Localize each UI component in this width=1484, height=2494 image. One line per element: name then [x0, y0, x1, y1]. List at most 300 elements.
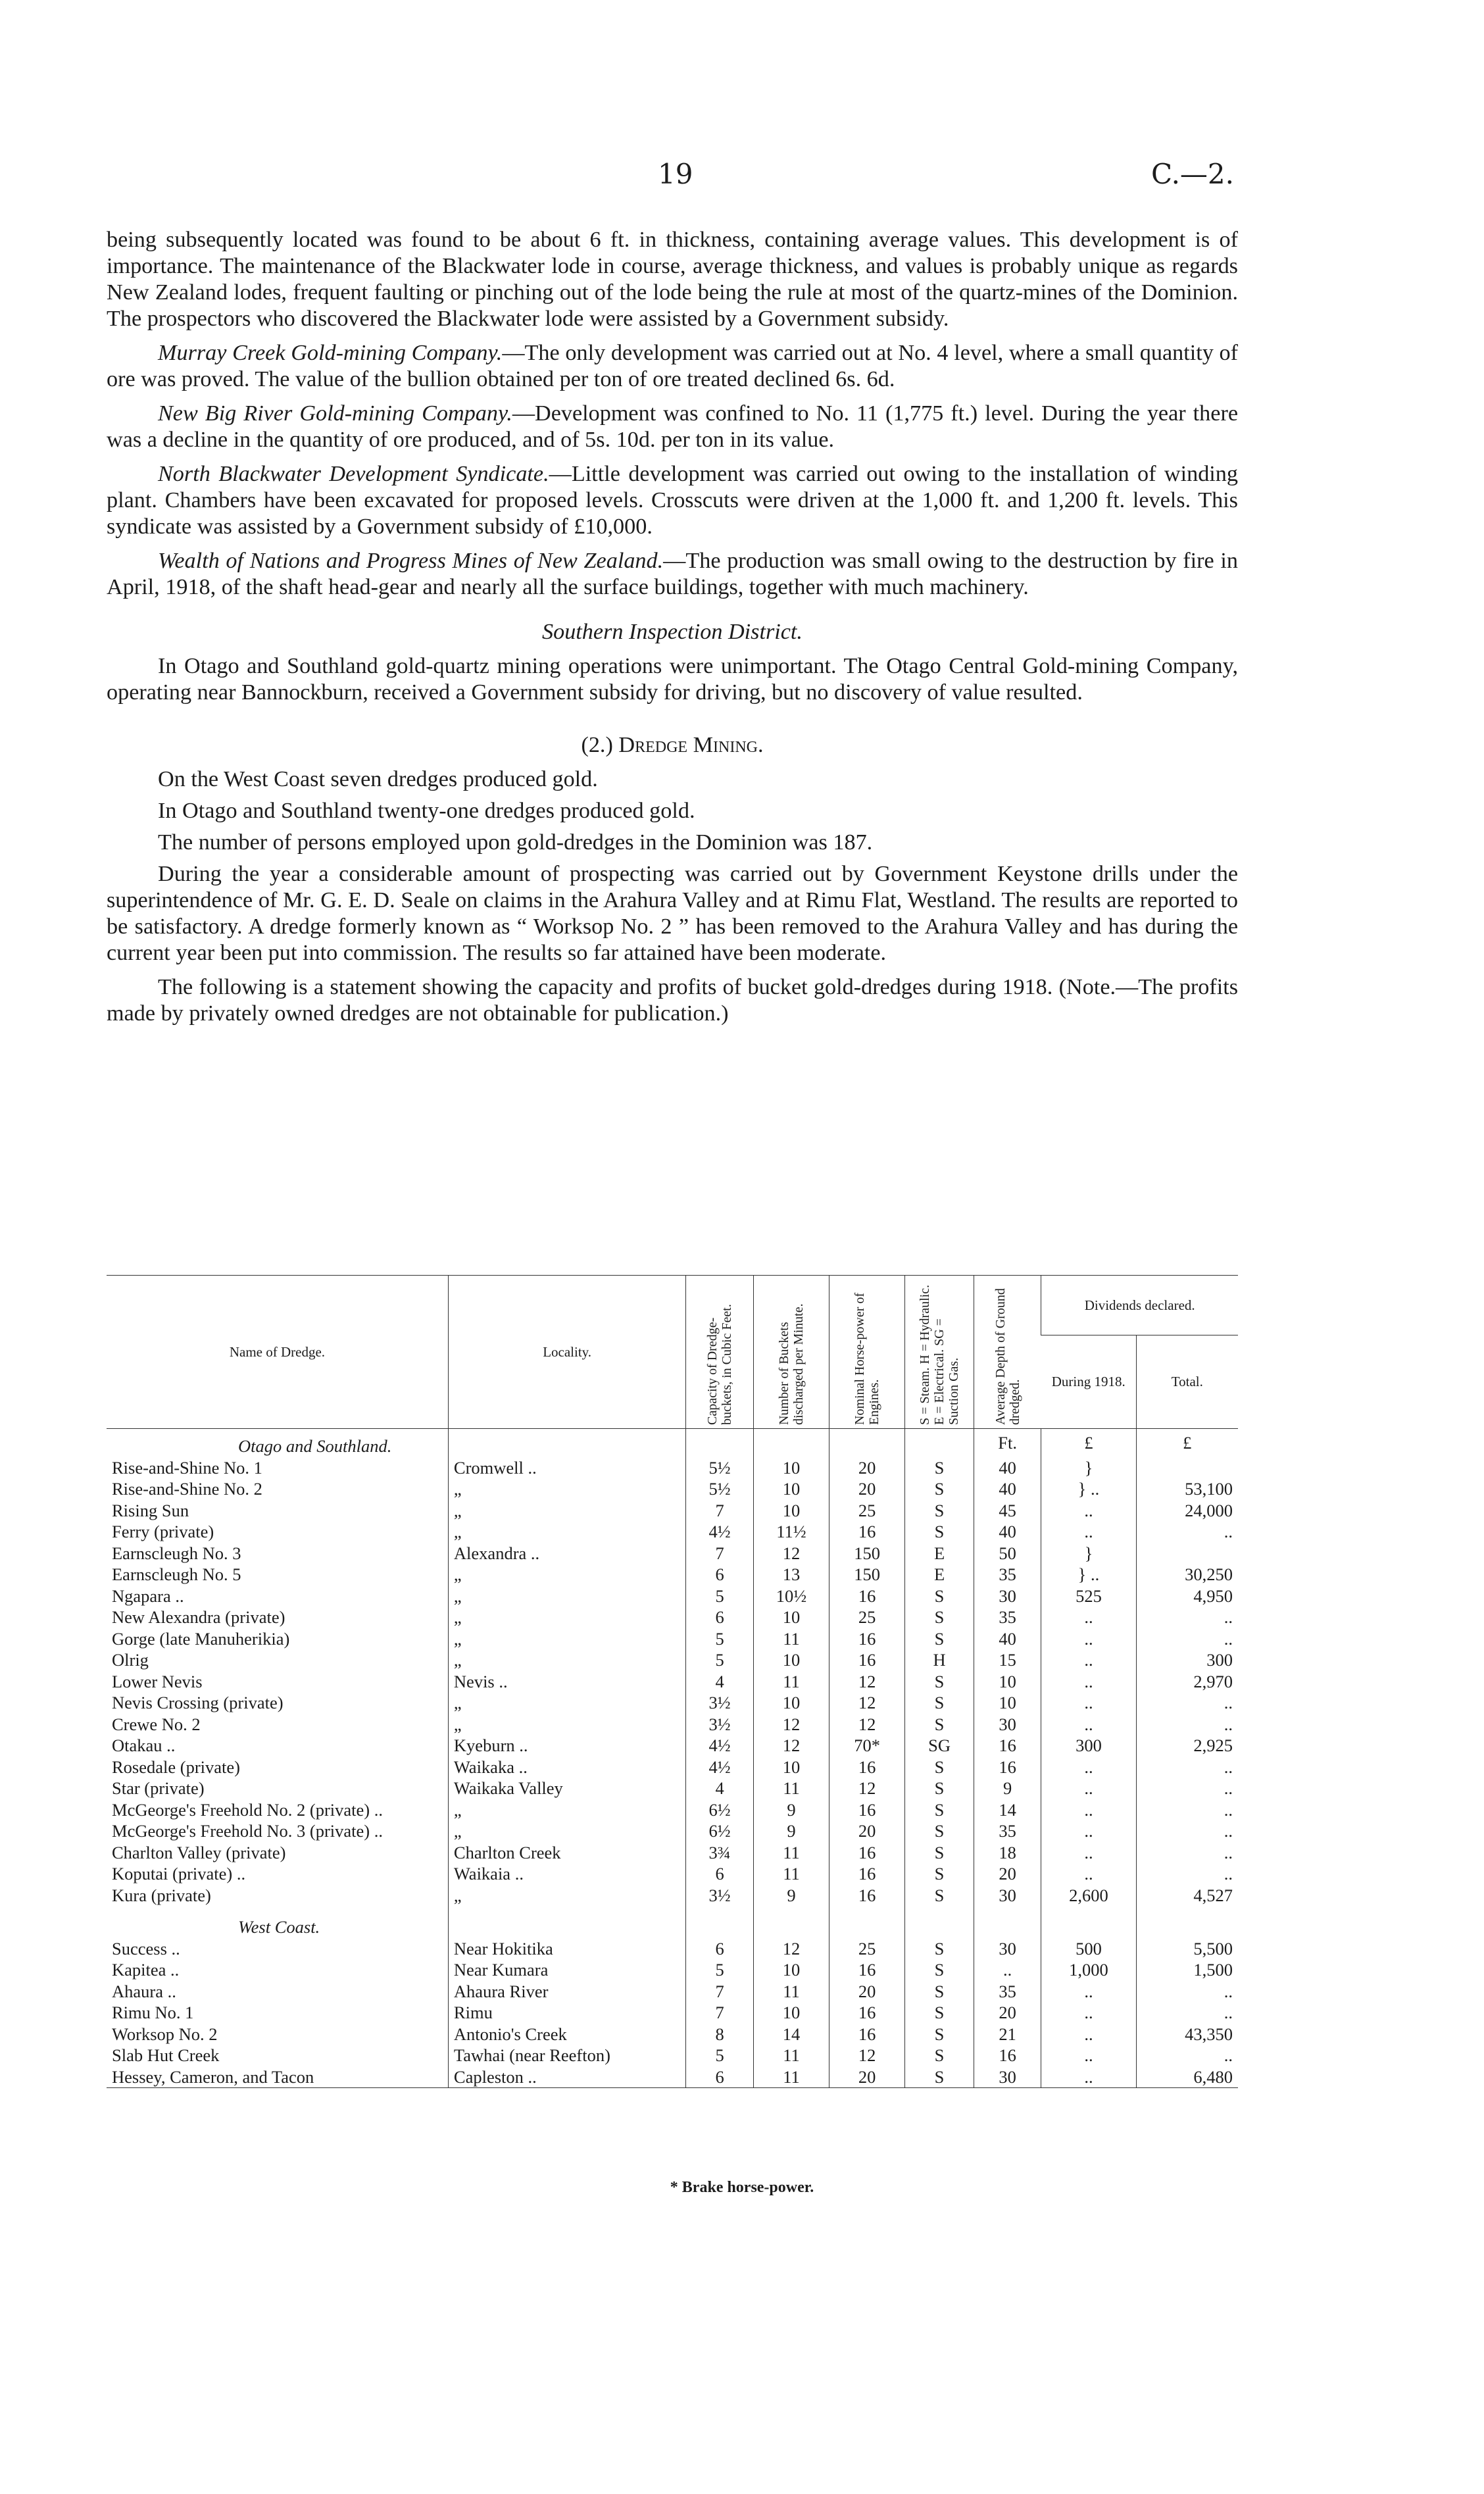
cell-locality: Capleston ..: [448, 2066, 685, 2088]
cell-power: S: [905, 1478, 974, 1500]
paragraph: The following is a statement showing the capacity and profits of bucket gold-dredges during 1918. (Note.—The profits made by privately owned dredges are not obtainable for publication.): [107, 975, 1238, 1026]
cell-horsepower: 16: [829, 1799, 905, 1821]
cell-buckets: 10: [753, 1478, 829, 1500]
cell-power: S: [905, 1671, 974, 1693]
cell-buckets: 12: [753, 1938, 829, 1960]
cell-capacity: 4½: [686, 1757, 754, 1778]
cell-horsepower: 20: [829, 2066, 905, 2088]
table-header: [107, 1276, 1238, 1429]
cell-power: S: [905, 1757, 974, 1778]
cell-dividend-total: ..: [1136, 1692, 1238, 1714]
cell-locality: „: [448, 1500, 685, 1522]
table-row: [107, 1938, 1238, 1960]
cell-depth: 10: [974, 1692, 1041, 1714]
cell-capacity: 6: [686, 1938, 754, 1960]
table-row: [107, 1564, 1238, 1585]
cell-horsepower: 16: [829, 1628, 905, 1650]
cell-locality: „: [448, 1521, 685, 1543]
cell-buckets: 10: [753, 1692, 829, 1714]
cell-locality: „: [448, 1607, 685, 1628]
cell-depth: 9: [974, 1778, 1041, 1799]
table-row: [107, 1478, 1238, 1500]
cell-name: Rising Sun: [112, 1500, 189, 1520]
region-label: West Coast.: [238, 1917, 320, 1937]
cell-capacity: 4½: [686, 1735, 754, 1757]
cell-locality: „: [448, 1885, 685, 1907]
cell-power: S: [905, 2045, 974, 2066]
cell-power: S: [905, 1863, 974, 1885]
cell-name: Rise-and-Shine No. 1: [112, 1457, 262, 1478]
cell-horsepower: 16: [829, 1585, 905, 1607]
cell-capacity: 4½: [686, 1521, 754, 1543]
cell-locality: Kyeburn ..: [448, 1735, 685, 1757]
cell-name: Star (private): [112, 1778, 205, 1799]
cell-capacity: 7: [686, 1981, 754, 2003]
cell-dividend-1918: ..: [1041, 1671, 1136, 1693]
cell-buckets: 12: [753, 1735, 829, 1757]
cell-dividend-total: ..: [1136, 2045, 1238, 2066]
depth-unit: Ft.: [974, 1429, 1041, 1457]
cell-horsepower: 12: [829, 1671, 905, 1693]
cell-locality: Waikaka ..: [448, 1757, 685, 1778]
cell-depth: 35: [974, 1564, 1041, 1585]
cell-dividend-total: ..: [1136, 1842, 1238, 1864]
cell-buckets: 10: [753, 1457, 829, 1479]
cell-dividend-total: 53,100: [1136, 1478, 1238, 1500]
cell-horsepower: 12: [829, 1692, 905, 1714]
cell-buckets: 10: [753, 1959, 829, 1981]
cell-depth: 30: [974, 1714, 1041, 1735]
cell-name: Rise-and-Shine No. 2: [112, 1479, 262, 1499]
cell-name: Koputai (private) ..: [112, 1864, 246, 1884]
cell-name: McGeorge's Freehold No. 2 (private) ..: [112, 1799, 383, 1820]
cell-horsepower: 12: [829, 2045, 905, 2066]
cell-buckets: 11: [753, 1628, 829, 1650]
cell-depth: 40: [974, 1628, 1041, 1650]
cell-locality: „: [448, 1714, 685, 1735]
cell-buckets: 13: [753, 1564, 829, 1585]
paragraph: In Otago and Southland gold-quartz mining operations were unimportant. The Otago Central Gold-mining Company, operating near Bannockburn, received a Government subsidy for driving, but no discovery of value resulted.: [107, 654, 1238, 705]
cell-capacity: 5: [686, 1585, 754, 1607]
cell-locality: Alexandra ..: [448, 1543, 685, 1564]
cell-dividend-total: [1136, 1457, 1238, 1479]
cell-name: Success ..: [112, 1938, 180, 1958]
cell-dividend-1918: ..: [1041, 1714, 1136, 1735]
cell-dividend-total: ..: [1136, 1757, 1238, 1778]
cell-locality: Charlton Creek: [448, 1842, 685, 1864]
table-body: [107, 1429, 1238, 2088]
cell-depth: 18: [974, 1842, 1041, 1864]
cell-horsepower: 16: [829, 1959, 905, 1981]
cell-dividend-total: 5,500: [1136, 1938, 1238, 1960]
cell-dividend-1918: ..: [1041, 1799, 1136, 1821]
table-row: [107, 1820, 1238, 1842]
cell-locality: „: [448, 1564, 685, 1585]
table-row: [107, 2066, 1238, 2088]
section-heading: Southern Inspection District.: [542, 620, 803, 644]
cell-name: Kapitea ..: [112, 1960, 180, 1980]
cell-horsepower: 16: [829, 1521, 905, 1543]
table-row: [107, 1981, 1238, 2003]
cell-power: E: [905, 1564, 974, 1585]
cell-power: S: [905, 1692, 974, 1714]
paragraph: During the year a considerable amount of prospecting was carried out by Government Keystone drills under the superintendence of Mr. G. E. D. Seale on claims in the Arahura Valley and at Rimu Flat, Westland. The results are reported to be satisfactory. A dredge formerly known as “ Worksop No. 2 ” has been removed to the Arahura Valley and has during the current year been put into commission. The results so far attained have been moderate.: [107, 862, 1238, 965]
paragraph: In Otago and Southland twenty-one dredges produced gold.: [158, 799, 695, 823]
table-row: [107, 1585, 1238, 1607]
col-during-header: During 1918.: [1041, 1335, 1136, 1429]
body-text: [107, 227, 1238, 1035]
cell-locality: Waikaia ..: [448, 1863, 685, 1885]
paragraph: North Blackwater Development Syndicate.—Little development was carried out owing to the installation of winding plant. Chambers have been excavated for proposed levels. Crosscuts were driven at the 1,000 ft. and 1,200 ft. levels. This syndicate was assisted by a Government subsidy of £10,000.: [107, 462, 1238, 539]
cell-name: Otakau ..: [112, 1735, 176, 1756]
cell-name: New Alexandra (private): [112, 1607, 285, 1628]
cell-name: Charlton Valley (private): [112, 1842, 286, 1862]
cell-horsepower: 25: [829, 1938, 905, 1960]
cell-buckets: 9: [753, 1820, 829, 1842]
cell-horsepower: 20: [829, 1981, 905, 2003]
cell-horsepower: 12: [829, 1778, 905, 1799]
cell-name: Ahaura ..: [112, 1981, 176, 2001]
cell-depth: 14: [974, 1799, 1041, 1821]
cell-power: S: [905, 1885, 974, 1907]
cell-locality: Waikaka Valley: [448, 1778, 685, 1799]
table-row: [107, 1735, 1238, 1757]
cell-power: S: [905, 1521, 974, 1543]
cell-capacity: 6½: [686, 1820, 754, 1842]
paragraph: Wealth of Nations and Progress Mines of New Zealand.—The production was small owing to the destruction by fire in April, 1918, of the shaft head-gear and nearly all the surface buildings, together with much machinery.: [107, 549, 1238, 599]
cell-capacity: 5: [686, 1649, 754, 1671]
cell-power: H: [905, 1649, 974, 1671]
table-row: [107, 1757, 1238, 1778]
cell-dividend-1918: ..: [1041, 2002, 1136, 2024]
cell-dividend-total: 4,950: [1136, 1585, 1238, 1607]
cell-depth: 30: [974, 1885, 1041, 1907]
region-label: Otago and Southland.: [238, 1436, 392, 1457]
cell-power: S: [905, 1607, 974, 1628]
cell-name: Ferry (private): [112, 1522, 214, 1542]
cell-locality: Antonio's Creek: [448, 2024, 685, 2045]
cell-dividend-1918: ..: [1041, 1778, 1136, 1799]
total-unit: £: [1136, 1429, 1238, 1457]
cell-depth: 40: [974, 1521, 1041, 1543]
cell-power: S: [905, 1799, 974, 1821]
cell-horsepower: 150: [829, 1543, 905, 1564]
cell-name: Ngapara ..: [112, 1585, 184, 1606]
cell-depth: 50: [974, 1543, 1041, 1564]
cell-dividend-1918: } ..: [1041, 1564, 1136, 1585]
cell-power: S: [905, 1938, 974, 1960]
document-code: C.—2.: [1150, 158, 1234, 190]
cell-dividend-1918: ..: [1041, 2024, 1136, 2045]
cell-capacity: 5½: [686, 1457, 754, 1479]
cell-depth: 15: [974, 1649, 1041, 1671]
cell-name: Worksop No. 2: [112, 2024, 218, 2044]
cell-dividend-1918: 500: [1041, 1938, 1136, 1960]
cell-dividend-total: ..: [1136, 1714, 1238, 1735]
table-row: [107, 2024, 1238, 2045]
cell-power: S: [905, 1820, 974, 1842]
cell-name: Earnscleugh No. 3: [112, 1543, 241, 1563]
cell-dividend-total: 30,250: [1136, 1564, 1238, 1585]
cell-depth: 35: [974, 1607, 1041, 1628]
cell-locality: „: [448, 1692, 685, 1714]
cell-locality: „: [448, 1799, 685, 1821]
cell-buckets: 11: [753, 2066, 829, 2088]
cell-horsepower: 70*: [829, 1735, 905, 1757]
col-power-header: S = Steam. H = Hydraulic. E = Electrical. SG = Suction Gas.: [905, 1276, 974, 1429]
cell-dividend-1918: ..: [1041, 1649, 1136, 1671]
cell-dividend-total: ..: [1136, 1628, 1238, 1650]
table-row: [107, 1799, 1238, 1821]
cell-name: Olrig: [112, 1650, 149, 1670]
cell-dividend-total: [1136, 1543, 1238, 1564]
cell-buckets: 12: [753, 1543, 829, 1564]
cell-capacity: 6: [686, 1564, 754, 1585]
cell-name: Gorge (late Manuherikia): [112, 1628, 290, 1649]
col-depth-header: Average Depth of Ground dredged.: [974, 1276, 1041, 1429]
cell-name: Slab Hut Creek: [112, 2045, 220, 2066]
cell-buckets: 11: [753, 2045, 829, 2066]
cell-capacity: 3½: [686, 1885, 754, 1907]
cell-power: S: [905, 1714, 974, 1735]
table-row: [107, 1692, 1238, 1714]
cell-buckets: 11: [753, 1981, 829, 2003]
cell-name: Lower Nevis: [112, 1671, 203, 1691]
cell-power: SG: [905, 1735, 974, 1757]
cell-dividend-1918: ..: [1041, 2066, 1136, 2088]
table-row: [107, 1543, 1238, 1564]
table-row: [107, 1521, 1238, 1543]
cell-locality: „: [448, 1820, 685, 1842]
cell-depth: 16: [974, 2045, 1041, 2066]
cell-buckets: 14: [753, 2024, 829, 2045]
cell-dividend-total: 2,970: [1136, 1671, 1238, 1693]
cell-dividend-total: 1,500: [1136, 1959, 1238, 1981]
cell-name: Crewe No. 2: [112, 1714, 201, 1734]
cell-dividend-1918: ..: [1041, 1842, 1136, 1864]
cell-dividend-1918: ..: [1041, 1820, 1136, 1842]
cell-dividend-total: ..: [1136, 1607, 1238, 1628]
cell-capacity: 4: [686, 1671, 754, 1693]
cell-locality: „: [448, 1478, 685, 1500]
paragraph: being subsequently located was found to be about 6 ft. in thickness, containing average values. This development is of importance. The maintenance of the Blackwater lode in course, average thickness, and values is probably unique as regards New Zealand lodes, frequent faulting or pinching out of the lode being the rule at most of the quartz-mines of the Dominion. The prospectors who discovered the Blackwater lode were assisted by a Government subsidy.: [107, 228, 1238, 331]
cell-buckets: 11: [753, 1778, 829, 1799]
cell-capacity: 7: [686, 2002, 754, 2024]
cell-dividend-1918: ..: [1041, 1863, 1136, 1885]
cell-depth: 45: [974, 1500, 1041, 1522]
cell-buckets: 10: [753, 1500, 829, 1522]
cell-power: S: [905, 2066, 974, 2088]
cell-power: S: [905, 1981, 974, 2003]
cell-depth: 35: [974, 1820, 1041, 1842]
cell-name: McGeorge's Freehold No. 3 (private) ..: [112, 1821, 383, 1841]
cell-locality: „: [448, 1628, 685, 1650]
cell-locality: Cromwell ..: [448, 1457, 685, 1479]
cell-dividend-1918: 300: [1041, 1735, 1136, 1757]
cell-locality: Near Hokitika: [448, 1938, 685, 1960]
paragraph: Murray Creek Gold-mining Company.—The only development was carried out at No. 4 level, where a small quantity of ore was proved. The value of the bullion obtained per ton of ore treated declined 6s. 6d.: [107, 341, 1238, 391]
cell-locality: Near Kumara: [448, 1959, 685, 1981]
cell-buckets: 11: [753, 1671, 829, 1693]
cell-depth: 40: [974, 1478, 1041, 1500]
col-name-header: Name of Dredge.: [107, 1276, 448, 1429]
cell-buckets: 11: [753, 1863, 829, 1885]
cell-dividend-1918: ..: [1041, 1521, 1136, 1543]
cell-horsepower: 20: [829, 1820, 905, 1842]
cell-dividend-1918: ..: [1041, 1607, 1136, 1628]
cell-horsepower: 25: [829, 1607, 905, 1628]
cell-name: Rosedale (private): [112, 1757, 240, 1777]
paragraph: New Big River Gold-mining Company.—Development was confined to No. 11 (1,775 ft.) level. During the year there was a decline in the quantity of ore produced, and of 5s. 10d. per ton in its value.: [107, 401, 1238, 452]
cell-capacity: 5: [686, 1628, 754, 1650]
cell-power: E: [905, 1543, 974, 1564]
cell-locality: „: [448, 1585, 685, 1607]
cell-depth: ..: [974, 1959, 1041, 1981]
cell-buckets: 10: [753, 2002, 829, 2024]
page-number: 19: [658, 158, 693, 190]
cell-buckets: 10: [753, 1649, 829, 1671]
cell-power: S: [905, 1778, 974, 1799]
cell-horsepower: 16: [829, 1885, 905, 1907]
cell-buckets: 10: [753, 1607, 829, 1628]
cell-dividend-1918: } ..: [1041, 1478, 1136, 1500]
cell-horsepower: 16: [829, 1649, 905, 1671]
table-row: [107, 1863, 1238, 1885]
region-row: [107, 1916, 1238, 1938]
cell-dividend-1918: ..: [1041, 1628, 1136, 1650]
cell-buckets: 11: [753, 1842, 829, 1864]
cell-dividend-total: 43,350: [1136, 2024, 1238, 2045]
paragraph: The number of persons employed upon gold-dredges in the Dominion was 187.: [158, 830, 873, 855]
cell-dividend-total: 24,000: [1136, 1500, 1238, 1522]
cell-depth: 20: [974, 2002, 1041, 2024]
cell-depth: 30: [974, 1938, 1041, 1960]
cell-name: Nevis Crossing (private): [112, 1693, 284, 1713]
cell-capacity: 3½: [686, 1692, 754, 1714]
cell-power: S: [905, 1959, 974, 1981]
cell-power: S: [905, 1500, 974, 1522]
cell-locality: Nevis ..: [448, 1671, 685, 1693]
col-capacity-header: Capacity of Dredge-buckets, in Cubic Feet.: [686, 1276, 754, 1429]
cell-capacity: 5: [686, 2045, 754, 2066]
cell-power: S: [905, 1585, 974, 1607]
cell-dividend-1918: 1,000: [1041, 1959, 1136, 1981]
cell-buckets: 10: [753, 1757, 829, 1778]
cell-name: Hessey, Cameron, and Tacon: [107, 2066, 448, 2088]
cell-capacity: 7: [686, 1543, 754, 1564]
cell-dividend-total: ..: [1136, 1778, 1238, 1799]
cell-horsepower: 12: [829, 1714, 905, 1735]
section-heading: (2.) Dredge Mining.: [581, 733, 764, 757]
cell-dividend-1918: 2,600: [1041, 1885, 1136, 1907]
cell-dividend-total: ..: [1136, 1863, 1238, 1885]
cell-dividend-total: 4,527: [1136, 1885, 1238, 1907]
cell-horsepower: 16: [829, 2002, 905, 2024]
col-horsepower-header: Nominal Horse-power of Engines.: [829, 1276, 905, 1429]
cell-dividend-1918: }: [1041, 1543, 1136, 1564]
col-dividends-header: Dividends declared.: [1041, 1276, 1238, 1335]
cell-horsepower: 20: [829, 1478, 905, 1500]
cell-power: S: [905, 2024, 974, 2045]
cell-capacity: 7: [686, 1500, 754, 1522]
spacer-row: [107, 1906, 1238, 1916]
cell-power: S: [905, 1457, 974, 1479]
cell-capacity: 6: [686, 2066, 754, 2088]
cell-capacity: 6: [686, 1863, 754, 1885]
cell-name: Kura (private): [112, 1885, 211, 1905]
col-locality-header: Locality.: [448, 1276, 685, 1429]
cell-locality: „: [448, 1649, 685, 1671]
table-row: [107, 1457, 1238, 1479]
cell-depth: 20: [974, 1863, 1041, 1885]
cell-power: S: [905, 2002, 974, 2024]
table-row: [107, 1649, 1238, 1671]
cell-name: Earnscleugh No. 5: [112, 1564, 241, 1585]
table-row: [107, 1778, 1238, 1799]
cell-dividend-1918: ..: [1041, 1692, 1136, 1714]
cell-capacity: 4: [686, 1778, 754, 1799]
table-row: [107, 2002, 1238, 2024]
cell-horsepower: 25: [829, 1500, 905, 1522]
cell-dividend-total: 300: [1136, 1649, 1238, 1671]
cell-depth: 16: [974, 1735, 1041, 1757]
cell-depth: 21: [974, 2024, 1041, 2045]
table-row: [107, 1842, 1238, 1864]
cell-buckets: 9: [753, 1885, 829, 1907]
cell-power: S: [905, 1628, 974, 1650]
dredge-table: [107, 1275, 1238, 2088]
cell-power: S: [905, 1842, 974, 1864]
table-row: [107, 1885, 1238, 1907]
cell-dividend-total: 2,925: [1136, 1735, 1238, 1757]
cell-horsepower: 150: [829, 1564, 905, 1585]
cell-dividend-total: 6,480: [1136, 2066, 1238, 2088]
cell-locality: Ahaura River: [448, 1981, 685, 2003]
cell-dividend-total: ..: [1136, 1521, 1238, 1543]
during-unit: £: [1041, 1429, 1136, 1457]
cell-depth: 30: [974, 2066, 1041, 2088]
cell-capacity: 6½: [686, 1799, 754, 1821]
cell-horsepower: 16: [829, 2024, 905, 2045]
cell-dividend-1918: 525: [1041, 1585, 1136, 1607]
cell-dividend-1918: }: [1041, 1457, 1136, 1479]
cell-horsepower: 16: [829, 1757, 905, 1778]
cell-capacity: 6: [686, 1607, 754, 1628]
cell-capacity: 5½: [686, 1478, 754, 1500]
cell-dividend-total: ..: [1136, 2002, 1238, 2024]
cell-capacity: 3½: [686, 1714, 754, 1735]
cell-buckets: 10½: [753, 1585, 829, 1607]
cell-depth: 30: [974, 1585, 1041, 1607]
cell-depth: 16: [974, 1757, 1041, 1778]
cell-horsepower: 20: [829, 1457, 905, 1479]
footnote: * Brake horse-power.: [670, 2179, 814, 2196]
table-row: [107, 1959, 1238, 1981]
table-row: [107, 1500, 1238, 1522]
table-row: [107, 1714, 1238, 1735]
cell-locality: Tawhai (near Reefton): [448, 2045, 685, 2066]
cell-horsepower: 16: [829, 1863, 905, 1885]
cell-name: Rimu No. 1: [112, 2003, 194, 2023]
col-total-header: Total.: [1136, 1335, 1238, 1429]
table-row: [107, 1628, 1238, 1650]
col-buckets-header: Number of Buckets discharged per Minute.: [753, 1276, 829, 1429]
cell-capacity: 3¾: [686, 1842, 754, 1864]
paragraph: On the West Coast seven dredges produced gold.: [158, 767, 598, 791]
cell-dividend-1918: ..: [1041, 1757, 1136, 1778]
cell-dividend-1918: ..: [1041, 1981, 1136, 2003]
table-row: [107, 1607, 1238, 1628]
